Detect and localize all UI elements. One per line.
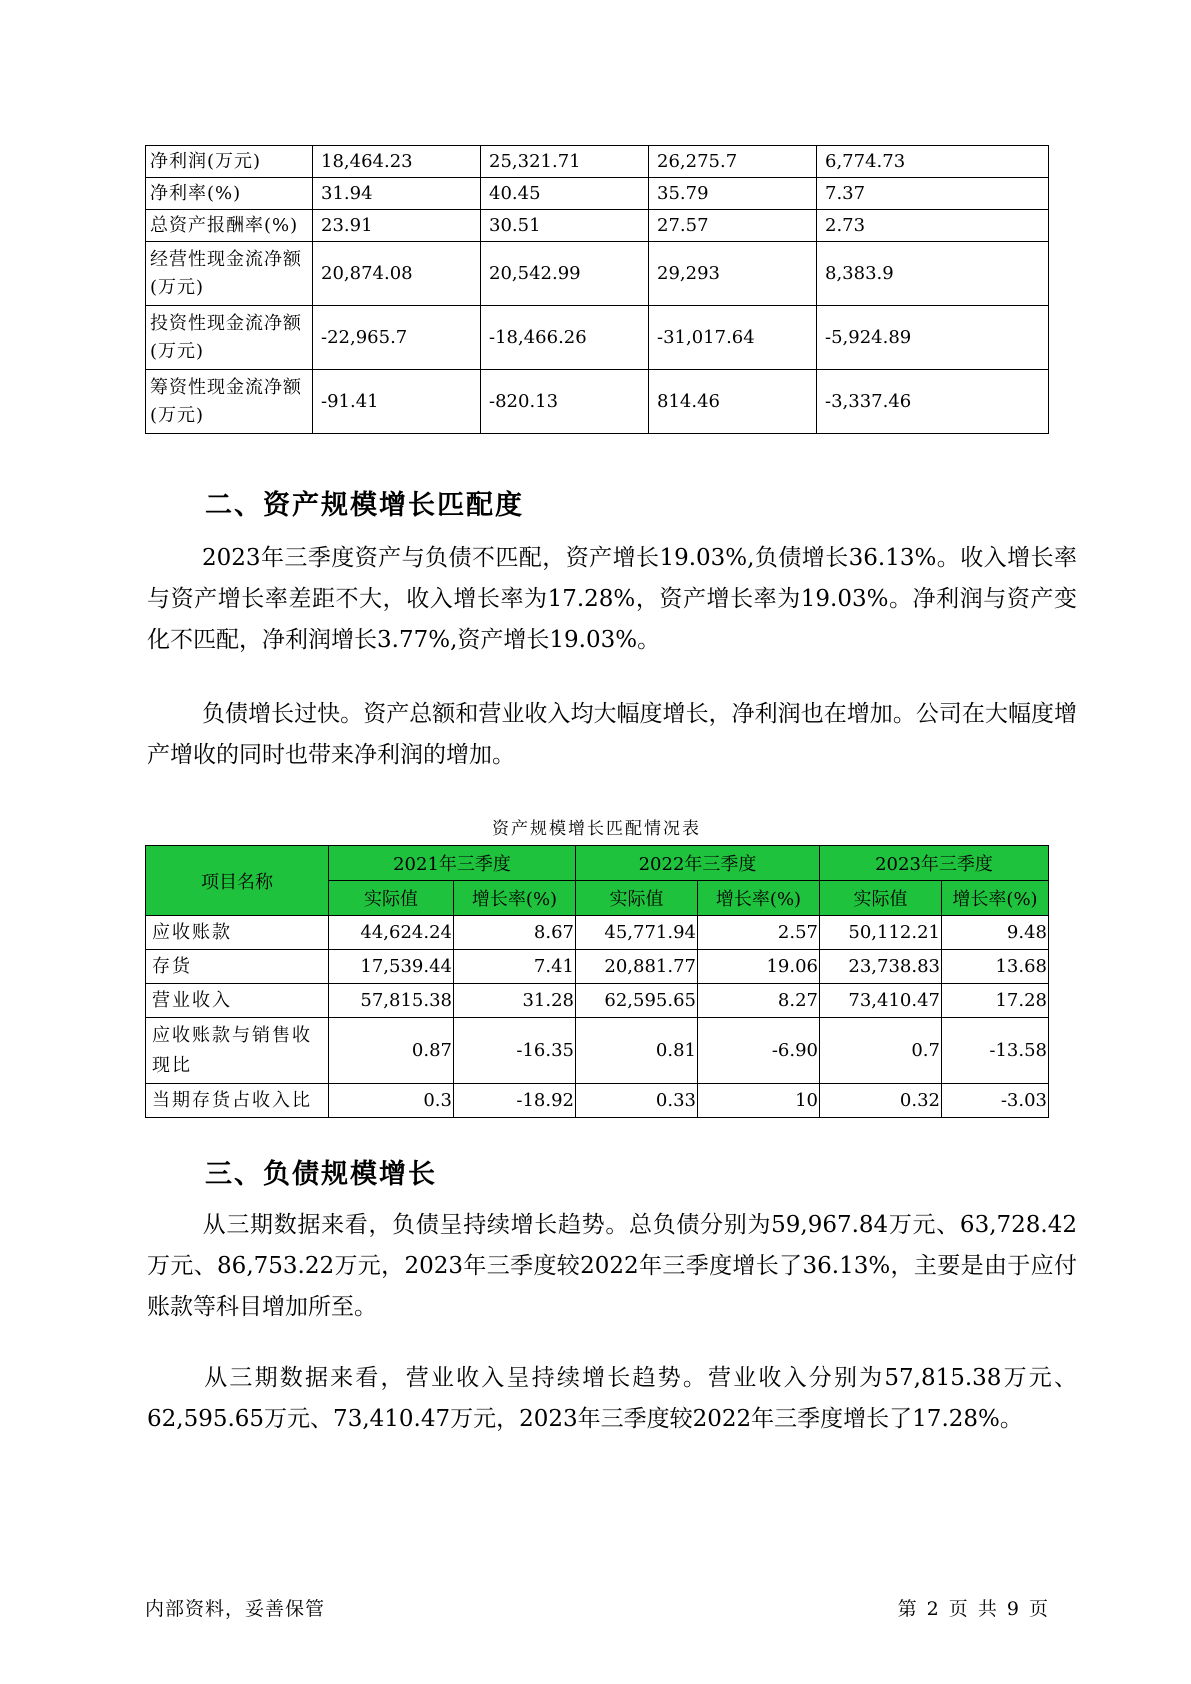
paragraph-text: 负债增长过快。资产总额和营业收入均大幅度增长，净利润也在增加。公司在大幅度增产增收的同时也带来净利润的增加。 [147,701,1077,768]
cell: 10 [698,1084,820,1118]
cell: 8.67 [454,916,576,950]
cell: 26,275.7 [649,146,817,178]
cell: 23,738.83 [820,950,942,984]
cell: 8.27 [698,984,820,1018]
cell: 62,595.65 [576,984,698,1018]
cell: 35.79 [649,178,817,210]
table-header-row [146,846,1049,881]
cell: 44,624.24 [329,916,454,950]
cell: 17,539.44 [329,950,454,984]
table-row [146,306,1049,370]
cell: 20,874.08 [313,242,481,306]
cell: 18,464.23 [313,146,481,178]
table-caption: 资产规模增长匹配情况表 [492,819,701,839]
cell: 73,410.47 [820,984,942,1018]
cell: -18.92 [454,1084,576,1118]
cell: 7.37 [817,178,1049,210]
cell: 57,815.38 [329,984,454,1018]
cell: 0.3 [329,1084,454,1118]
cell: -820.13 [481,370,649,434]
financial-metrics-table [145,145,1049,434]
cell: 2.57 [698,916,820,950]
cell: 0.81 [576,1018,698,1084]
header-growth: 增长率(%) [454,881,576,916]
cell: -18,466.26 [481,306,649,370]
cell: 0.87 [329,1018,454,1084]
header-actual: 实际值 [820,881,942,916]
cell: 13.68 [942,950,1049,984]
table-row [146,916,1049,950]
header-period: 2023年三季度 [820,846,1049,881]
cell: 31.28 [454,984,576,1018]
cell: -6.90 [698,1018,820,1084]
row-label: 应收账款与销售收现比 [146,1018,329,1084]
section-heading-liability-growth: 三、负债规模增长 [205,1159,437,1190]
table-row [146,1084,1049,1118]
cell: -13.58 [942,1018,1049,1084]
cell: 20,542.99 [481,242,649,306]
cell: 45,771.94 [576,916,698,950]
cell: 2.73 [817,210,1049,242]
cell: 40.45 [481,178,649,210]
cell: 19.06 [698,950,820,984]
paragraph [147,538,1077,661]
row-label: 净利率(%) [146,178,313,210]
table-row [146,242,1049,306]
cell: -3,337.46 [817,370,1049,434]
row-label: 存货 [146,950,329,984]
row-label: 营业收入 [146,984,329,1018]
header-item-name: 项目名称 [146,846,329,916]
cell: 20,881.77 [576,950,698,984]
cell: 17.28 [942,984,1049,1018]
page-number: 第 2 页 共 9 页 [897,1598,1048,1620]
row-label: 应收账款 [146,916,329,950]
cell: 814.46 [649,370,817,434]
cell: -3.03 [942,1084,1049,1118]
cell: 30.51 [481,210,649,242]
cell: -91.41 [313,370,481,434]
paragraph [147,1358,1077,1440]
header-actual: 实际值 [329,881,454,916]
header-actual: 实际值 [576,881,698,916]
table-row [146,984,1049,1018]
cell: 0.33 [576,1084,698,1118]
cell: 25,321.71 [481,146,649,178]
table-row [146,950,1049,984]
row-label: 经营性现金流净额(万元) [146,242,313,306]
row-label: 净利润(万元) [146,146,313,178]
cell: -31,017.64 [649,306,817,370]
cell: -16.35 [454,1018,576,1084]
header-growth: 增长率(%) [942,881,1049,916]
table-row [146,210,1049,242]
cell: 0.7 [820,1018,942,1084]
paragraph [147,694,1077,776]
cell: -22,965.7 [313,306,481,370]
cell: 27.57 [649,210,817,242]
cell: 29,293 [649,242,817,306]
paragraph-text: 2023年三季度资产与负债不匹配，资产增长19.03%,负债增长36.13%。收入增长率与资产增长率差距不大，收入增长率为17.28%，资产增长率为19.03%。净利润与资产变化不匹配，净利润增长3.77%,资产增长19.03%。 [147,545,1077,653]
row-label: 筹资性现金流净额(万元) [146,370,313,434]
table-row [146,146,1049,178]
cell: 50,112.21 [820,916,942,950]
header-period: 2022年三季度 [576,846,820,881]
cell: 23.91 [313,210,481,242]
cell: 31.94 [313,178,481,210]
section-heading-asset-growth: 二、资产规模增长匹配度 [205,490,524,521]
asset-growth-match-table [145,845,1049,1118]
cell: 8,383.9 [817,242,1049,306]
row-label: 总资产报酬率(%) [146,210,313,242]
footer-confidential-note: 内部资料，妥善保管 [145,1598,326,1620]
paragraph [147,1205,1077,1328]
cell: -5,924.89 [817,306,1049,370]
cell: 6,774.73 [817,146,1049,178]
table-row [146,370,1049,434]
cell: 9.48 [942,916,1049,950]
table-row [146,1018,1049,1084]
cell: 7.41 [454,950,576,984]
header-period: 2021年三季度 [329,846,576,881]
header-growth: 增长率(%) [698,881,820,916]
cell: 0.32 [820,1084,942,1118]
paragraph-text: 从三期数据来看，营业收入呈持续增长趋势。营业收入分别为57,815.38万元、62,595.65万元、73,410.47万元，2023年三季度较2022年三季度增长了17.28%。 [147,1365,1077,1432]
row-label: 当期存货占收入比 [146,1084,329,1118]
table-row [146,178,1049,210]
paragraph-text: 从三期数据来看，负债呈持续增长趋势。总负债分别为59,967.84万元、63,728.42万元、86,753.22万元，2023年三季度较2022年三季度增长了36.13%，主要是由于应付账款等科目增加所至。 [147,1212,1077,1320]
row-label: 投资性现金流净额(万元) [146,306,313,370]
